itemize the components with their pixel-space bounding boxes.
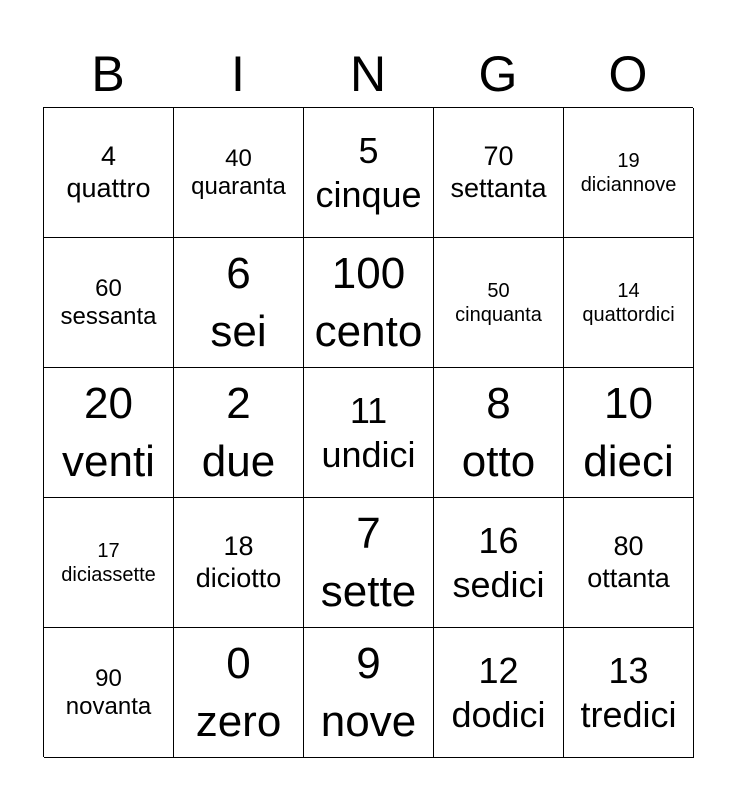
bingo-cell[interactable] — [44, 498, 174, 628]
cell-number: 6 — [226, 249, 251, 299]
bingo-cell[interactable] — [174, 238, 304, 368]
bingo-cell[interactable] — [174, 498, 304, 628]
cell-number: 2 — [226, 379, 251, 429]
cell-number: 12 — [478, 650, 519, 692]
cell-word: cinque — [315, 173, 422, 215]
cell-word: due — [201, 436, 276, 486]
cell-number: 90 — [95, 664, 122, 692]
bingo-cell[interactable] — [564, 628, 694, 758]
cell-number: 16 — [478, 520, 519, 562]
cell-word: sei — [210, 306, 267, 356]
cell-word: settanta — [450, 172, 547, 203]
cell-number: 100 — [331, 249, 406, 299]
cell-word: otto — [461, 436, 536, 486]
bingo-header — [43, 40, 693, 108]
cell-number: 60 — [95, 274, 122, 302]
bingo-cell[interactable] — [434, 108, 564, 238]
cell-number: 10 — [604, 379, 653, 429]
header-letter-o: O — [608, 46, 648, 102]
header-letter-i: I — [231, 46, 245, 102]
bingo-cell[interactable] — [564, 368, 694, 498]
bingo-cell[interactable] — [174, 368, 304, 498]
bingo-cell[interactable] — [304, 368, 434, 498]
cell-word: novanta — [65, 692, 152, 720]
cell-word: sedici — [452, 563, 545, 605]
bingo-cell[interactable] — [44, 108, 174, 238]
cell-number: 5 — [358, 130, 379, 172]
bingo-cell[interactable] — [174, 108, 304, 238]
cell-word: quattordici — [582, 303, 675, 326]
cell-number: 8 — [486, 379, 511, 429]
cell-word: diciotto — [195, 562, 282, 593]
cell-number: 50 — [487, 279, 510, 302]
cell-word: quaranta — [191, 172, 286, 200]
header-letter-g: G — [478, 46, 518, 102]
cell-word: cinquanta — [455, 303, 542, 326]
cell-word: undici — [321, 433, 416, 475]
bingo-cell[interactable] — [44, 238, 174, 368]
bingo-board — [43, 107, 693, 757]
bingo-cell[interactable] — [304, 108, 434, 238]
cell-word: cento — [314, 306, 423, 356]
cell-word: dieci — [583, 436, 674, 486]
cell-word: nove — [320, 696, 417, 746]
cell-number: 18 — [223, 531, 254, 562]
cell-number: 70 — [483, 141, 514, 172]
cell-number: 13 — [608, 650, 649, 692]
cell-word: venti — [62, 436, 155, 486]
cell-number: 19 — [617, 149, 640, 172]
cell-word: diciassette — [61, 563, 156, 586]
cell-word: diciannove — [580, 173, 677, 196]
cell-number: 0 — [226, 639, 251, 689]
header-letter-n: N — [349, 46, 387, 102]
bingo-cell[interactable] — [44, 628, 174, 758]
cell-number: 9 — [356, 639, 381, 689]
bingo-cell[interactable] — [434, 498, 564, 628]
bingo-cell[interactable] — [564, 498, 694, 628]
cell-number: 17 — [97, 539, 120, 562]
bingo-cell[interactable] — [44, 368, 174, 498]
cell-word: sessanta — [60, 302, 157, 330]
header-letter-b: B — [91, 46, 125, 102]
cell-number: 40 — [225, 144, 252, 172]
cell-word: sette — [320, 566, 417, 616]
bingo-cell[interactable] — [564, 108, 694, 238]
bingo-cell[interactable] — [304, 498, 434, 628]
cell-number: 7 — [356, 509, 381, 559]
cell-number: 4 — [100, 141, 117, 172]
cell-word: quattro — [66, 172, 151, 203]
bingo-cell[interactable] — [564, 238, 694, 368]
cell-number: 11 — [349, 390, 388, 432]
bingo-cell[interactable] — [304, 628, 434, 758]
bingo-cell[interactable] — [434, 368, 564, 498]
bingo-cell[interactable] — [434, 238, 564, 368]
cell-word: dodici — [451, 693, 546, 735]
cell-number: 20 — [84, 379, 133, 429]
cell-word: ottanta — [587, 562, 670, 593]
cell-number: 14 — [617, 279, 640, 302]
cell-word: zero — [195, 696, 282, 746]
cell-number: 80 — [613, 531, 644, 562]
bingo-cell[interactable] — [304, 238, 434, 368]
cell-word: tredici — [580, 693, 677, 735]
bingo-cell[interactable] — [434, 628, 564, 758]
bingo-cell[interactable] — [174, 628, 304, 758]
